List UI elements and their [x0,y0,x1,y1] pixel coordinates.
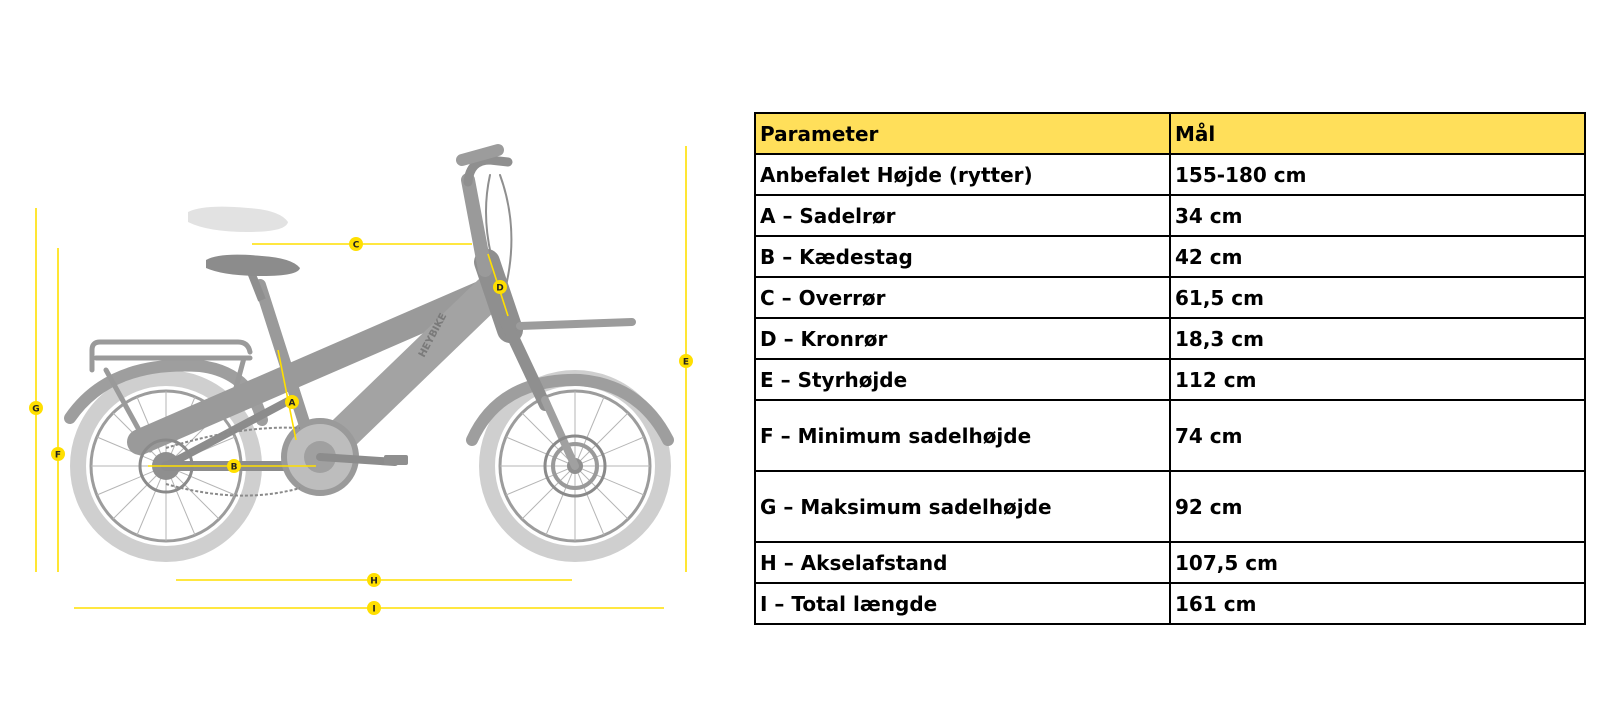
marker-h [367,573,381,587]
table-row [755,154,1585,195]
value-cell: 155-180 cm [1170,154,1585,195]
parameter-cell: A – Sadelrør [755,195,1170,236]
bike-frame [140,150,632,466]
value-cell: 18,3 cm [1170,318,1585,359]
marker-a [285,395,299,409]
table-row [755,195,1585,236]
svg-text:F: F [54,450,62,461]
table-row [755,471,1585,542]
marker-c [349,237,363,251]
value-cell: 112 cm [1170,359,1585,400]
svg-text:E: E [682,357,690,368]
bike-geometry-diagram [0,0,720,722]
parameter-cell: F – Minimum sadelhøjde [755,400,1170,471]
svg-text:A: A [288,398,296,409]
parameter-cell: H – Akselafstand [755,542,1170,583]
table-row [755,236,1585,277]
value-cell: 161 cm [1170,583,1585,624]
table-row [755,359,1585,400]
value-cell: 42 cm [1170,236,1585,277]
parameter-cell: E – Styrhøjde [755,359,1170,400]
marker-b [227,459,241,473]
parameter-cell: Anbefalet Højde (rytter) [755,154,1170,195]
value-cell: 92 cm [1170,471,1585,542]
svg-text:C: C [352,240,360,251]
svg-text:I: I [372,604,376,615]
marker-d [493,280,507,294]
value-cell: 61,5 cm [1170,277,1585,318]
svg-text:G: G [32,404,40,415]
marker-i [367,601,381,615]
brand-logo: HEYBIKE [416,311,450,360]
geometry-spec-table [754,112,1586,625]
value-cell: 34 cm [1170,195,1585,236]
svg-text:H: H [370,576,378,587]
table-header-row [755,113,1585,154]
seat-assembly [188,207,300,300]
value-cell: 107,5 cm [1170,542,1585,583]
parameter-cell: C – Overrør [755,277,1170,318]
table-row [755,583,1585,624]
parameter-cell: G – Maksimum sadelhøjde [755,471,1170,542]
parameter-cell: B – Kædestag [755,236,1170,277]
marker-f [51,447,65,461]
table-row [755,318,1585,359]
svg-text:B: B [230,462,238,473]
column-header-parameter: Parameter [755,113,1170,154]
parameter-cell: D – Kronrør [755,318,1170,359]
svg-text:D: D [496,283,504,294]
value-cell: 74 cm [1170,400,1585,471]
table-row [755,400,1585,471]
parameter-cell: I – Total længde [755,583,1170,624]
table-row [755,277,1585,318]
marker-g [29,401,43,415]
marker-e [679,354,693,368]
column-header-value: Mål [1170,113,1585,154]
table-row [755,542,1585,583]
